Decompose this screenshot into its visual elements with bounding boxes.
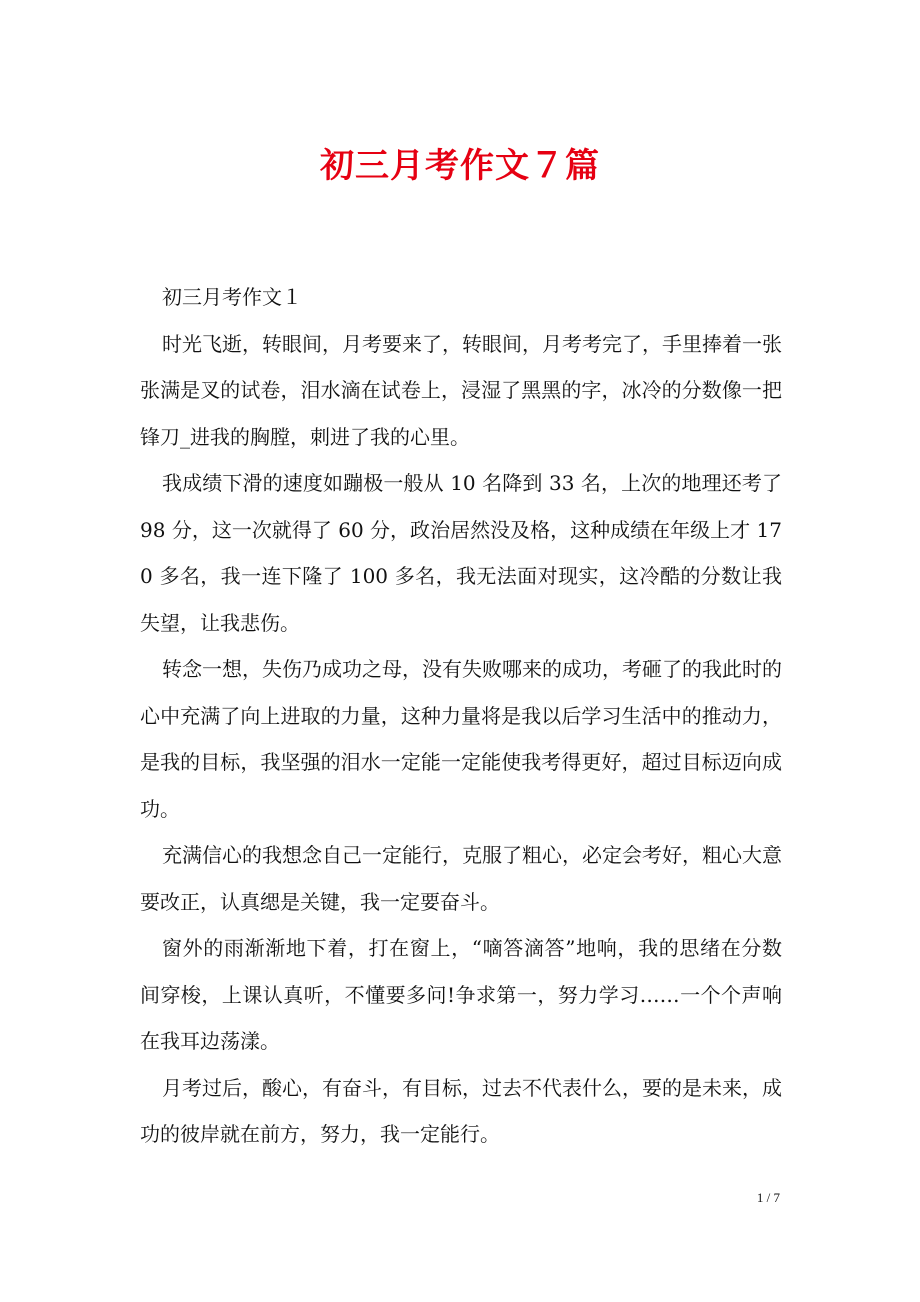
paragraph-1: 时光飞逝，转眼间，月考要来了，转眼间，月考考完了，手里捧着一张张满是叉的试卷，泪水滴在试卷上，浸湿了黑黑的字，冰冷的分数像一把锋刀_进我的胸膛，刺进了我的心里。 (140, 331, 782, 449)
paragraph-2: 我成绩下滑的速度如蹦极一般从 10 名降到 33 名，上次的地理还考了 98 分，这一次就得了 60 分，政治居然没及格，这种成绩在年级上才 170 多名，我一连下隆了 100 多名，我无法面对现实，这冷酷的分数让我失望，让我悲伤。 (140, 471, 782, 635)
paragraph-6: 月考过后，酸心，有奋斗，有目标，过去不代表什么，要的是未来，成功的彼岸就在前方，努力，我一定能行。 (140, 1075, 782, 1146)
paragraph-4: 充满信心的我想念自己一定能行，克服了粗心，必定会考好，粗心大意要改正，认真缌是关键，我一定要奋斗。 (140, 843, 782, 914)
paragraph-5: 窗外的雨渐渐地下着，打在窗上，“嘀答滴答”地响，我的思绪在分数间穿梭，上课认真听，不懂要多问!争求第一，努力学习……一个个声响在我耳边荡漾。 (140, 936, 782, 1053)
section-heading: 初三月考作文１ (162, 285, 302, 309)
document-title: 初三月考作文７篇 (320, 146, 600, 186)
paragraph-3: 转念一想，失伤乃成功之母，没有失败哪来的成功，考砸了的我此时的心中充满了向上进取的力量，这种力量将是我以后学习生活中的推动力，是我的目标，我坚强的泪水一定能一定能使我考得更好，超过目标迈向成功。 (140, 657, 782, 821)
document-body (140, 274, 782, 1158)
page-number: 1 / 7 (756, 1190, 780, 1205)
